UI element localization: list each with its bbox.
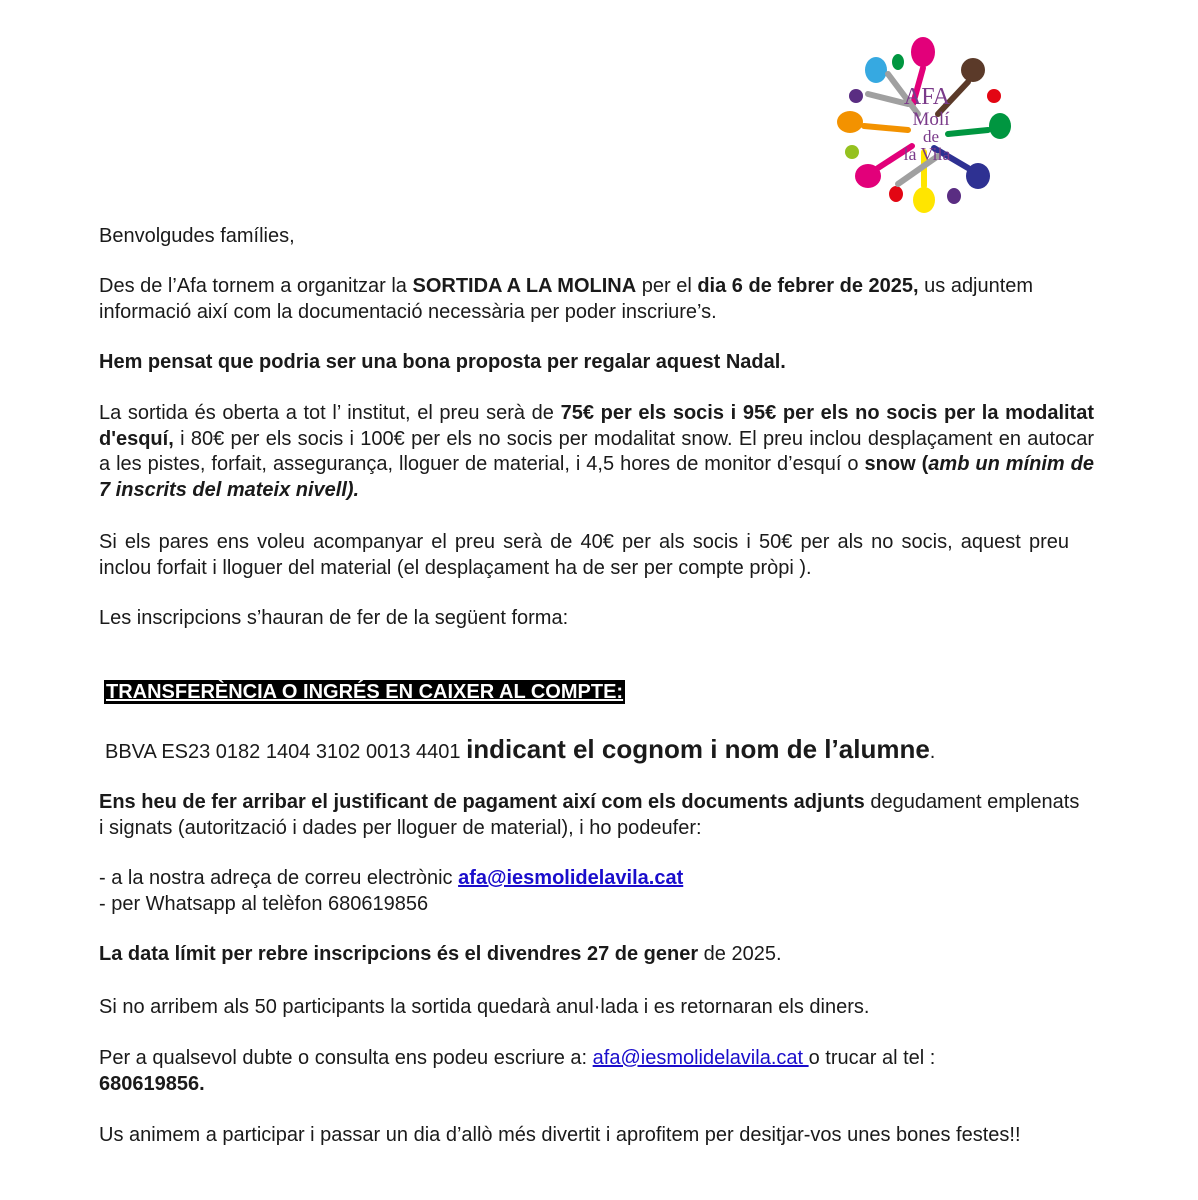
email-link[interactable]: afa@iesmolidelavila.cat <box>458 867 684 889</box>
price-text: La sortida és oberta a tot l’ institut, el preu serà de <box>99 402 561 424</box>
minimum-paragraph: Si no arribem als 50 participants la sortida quedarà anul·lada i es retornaran els diners. <box>99 996 870 1018</box>
greeting: Benvolgudes famílies, <box>99 225 295 247</box>
gift-paragraph <box>99 350 1099 376</box>
proof-paragraph <box>99 790 1089 841</box>
gift-text: Hem pensat que podria ser una bona proposta per regalar aquest Nadal. <box>99 351 786 373</box>
contact-phone: 680619856. <box>99 1072 205 1095</box>
logo-figure <box>989 113 1011 139</box>
email-prefix: - a la nostra adreça de correu electrònic <box>99 867 459 889</box>
logo-text-la-vila: la Vila <box>903 144 951 164</box>
intro-text: Des de l’Afa tornem a organitzar la <box>99 275 413 297</box>
event-date: dia 6 de febrer de 2025, <box>697 275 919 297</box>
bank-instruction: indicant el cognom i nom de l’alumne <box>466 734 930 764</box>
price-text: i 80€ per els socis i 100€ per els no socis per modalitat snow. El preu inclou desplaçament en autocar a les pistes, forfait, assegurança, lloguer de material, i 4,5 hores de monitor d’esquí o <box>99 427 1094 475</box>
bank-end: . <box>929 741 936 763</box>
contact-email-link[interactable]: afa@iesmolidelavila.cat <box>592 1047 809 1069</box>
deadline-text: de 2025. <box>698 943 782 965</box>
contact-paragraph <box>99 1046 1059 1097</box>
contact-text: o trucar al tel : <box>808 1047 936 1069</box>
logo-text-moli: Molí <box>912 109 950 130</box>
contact-text: Per a qualsevol dubte o consulta ens podeu escriure a: <box>99 1047 593 1069</box>
price-minimum-note: amb un mínim de 7 inscrits del mateix nivell). <box>99 453 1094 501</box>
proof-bold: Ens heu de fer arribar el justificant de pagament així com els documents adjunts <box>99 791 865 813</box>
deadline-paragraph <box>99 942 1099 968</box>
logo-figure <box>987 89 1001 103</box>
price-paragraph <box>99 401 1094 503</box>
deadline-bold: La data límit per rebre inscripcions és el divendres 27 de gener <box>99 943 699 965</box>
payment-method-banner: TRANSFERÈNCIA O INGRÉS EN CAIXER AL COMPTE: <box>106 681 624 703</box>
methods-whatsapp-line: - per Whatsapp al telèfon 680619856 <box>99 893 429 915</box>
logo-text-afa: AFA <box>903 84 951 110</box>
logo-figure <box>849 89 863 103</box>
methods-email-line <box>99 866 1099 892</box>
intro-text: us adjuntem informació així com la documentació necessària per poder inscriure’s. <box>99 275 1034 323</box>
logo-figure <box>865 57 887 83</box>
logo-figure <box>911 37 935 67</box>
bank-account: BBVA ES23 0182 1404 3102 0013 4401 <box>105 741 467 763</box>
logo-figure <box>889 186 903 202</box>
logo-figure <box>913 187 935 213</box>
closing-paragraph: Us animem a participar i passar un dia d’allò més divertit i aprofitem per desitjar-vos unes bones festes!! <box>99 1124 1021 1146</box>
registration-intro: Les inscripcions s’hauran de fer de la següent forma: <box>99 607 569 629</box>
proof-text: degudament emplenats i signats (autorització i dades per lloguer de material), i ho podeufer: <box>99 791 1080 839</box>
parents-paragraph: Si els pares ens voleu acompanyar el preu serà de 40€ per als socis i 50€ per als no socis, aquest preu inclou forfait i lloguer del material (el desplaçament ha de ser per compte pròpi ). <box>99 531 1069 579</box>
logo-text-de: de <box>922 127 940 146</box>
event-name: SORTIDA A LA MOLINA <box>412 275 637 297</box>
logo-figure <box>961 58 985 82</box>
price-ski: 75€ per els socis i 95€ per els no socis per la modalitat d'esquí, <box>99 402 1094 450</box>
logo-figure <box>892 54 904 70</box>
logo-figure <box>947 188 961 204</box>
bank-account-line <box>105 734 935 767</box>
intro-text: per el <box>636 275 698 297</box>
price-snow: snow ( <box>864 453 929 475</box>
logo-figure <box>837 111 863 133</box>
intro-paragraph <box>99 274 1059 325</box>
afa-logo-image <box>828 34 1018 216</box>
logo-figure <box>845 145 859 159</box>
